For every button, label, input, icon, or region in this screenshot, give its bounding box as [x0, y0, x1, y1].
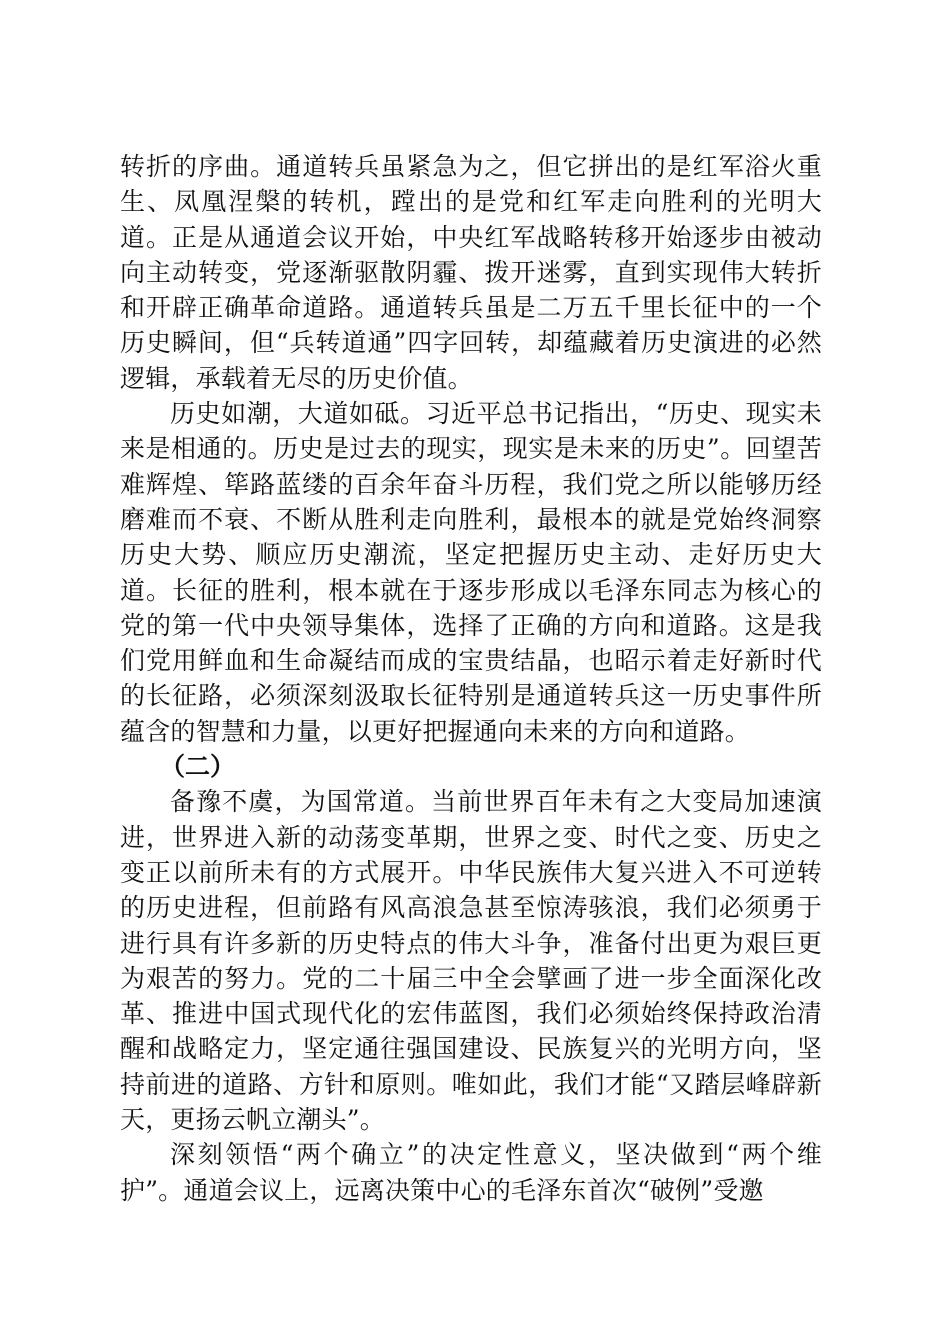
section-heading-two: （二）: [160, 752, 236, 782]
paragraph-two-establishments: 深刻领悟“两个确立”的决定性意义，坚决做到“两个维护”。通道会议上，远离决策中心的毛泽东首次“破例”受邀: [120, 1140, 822, 1205]
paragraph-history-like-tide: 历史如潮，大道如砥。习近平总书记指出，“历史、现实未来是相通的。历史是过去的现实，现实是未来的历史”。回望苦难辉煌、筚路蓝缕的百余年奋斗历程，我们党之所以能够历经磨难而不衰、不断从胜利走向胜利，最根本的就是党始终洞察历史大势、顺应历史潮流，坚定把握历史主动、走好历史大道。长征的胜利，根本就在于逐步形成以毛泽东同志为核心的党的第一代中央领导集体，选择了正确的方向和道路。这是我们党用鲜血和生命凝结而成的宝贵结晶，也昭示着走好新时代的长征路，必须深刻汲取长征特别是通道转兵这一历史事件所蕴含的智慧和力量，以更好把握通向未来的方向和道路。: [120, 399, 822, 746]
document-body: [120, 149, 822, 1208]
paragraph-continuation: 转折的序曲。通道转兵虽紧急为之，但它拼出的是红军浴火重生、凤凰涅槃的转机，蹚出的是党和红军走向胜利的光明大道。正是从通道会议开始，中央红军战略转移开始逐步由被动向主动转变，党逐渐驱散阴霾、拨开迷雾，直到实现伟大转折和开辟正确革命道路。通道转兵虽是二万五千里长征中的一个历史瞬间，但“兵转道通”四字回转，却蕴藏着历史演进的必然逻辑，承载着无尽的历史价值。: [120, 152, 822, 393]
paragraph-preparedness: 备豫不虞，为国常道。当前世界百年未有之大变局加速演进，世界进入新的动荡变革期，世界之变、时代之变、历史之变正以前所未有的方式展开。中华民族伟大复兴进入不可逆转的历史进程，但前路有风高浪急甚至惊涛骇浪，我们必须勇于进行具有许多新的历史特点的伟大斗争，准备付出更为艰巨更为艰苦的努力。党的二十届三中全会擘画了进一步全面深化改革、推进中国式现代化的宏伟蓝图，我们必须始终保持政治清醒和战略定力，坚定通往强国建设、民族复兴的光明方向，坚持前进的道路、方针和原则。唯如此，我们才能“又踏层峰辟新天，更扬云帆立潮头”。: [120, 787, 822, 1135]
